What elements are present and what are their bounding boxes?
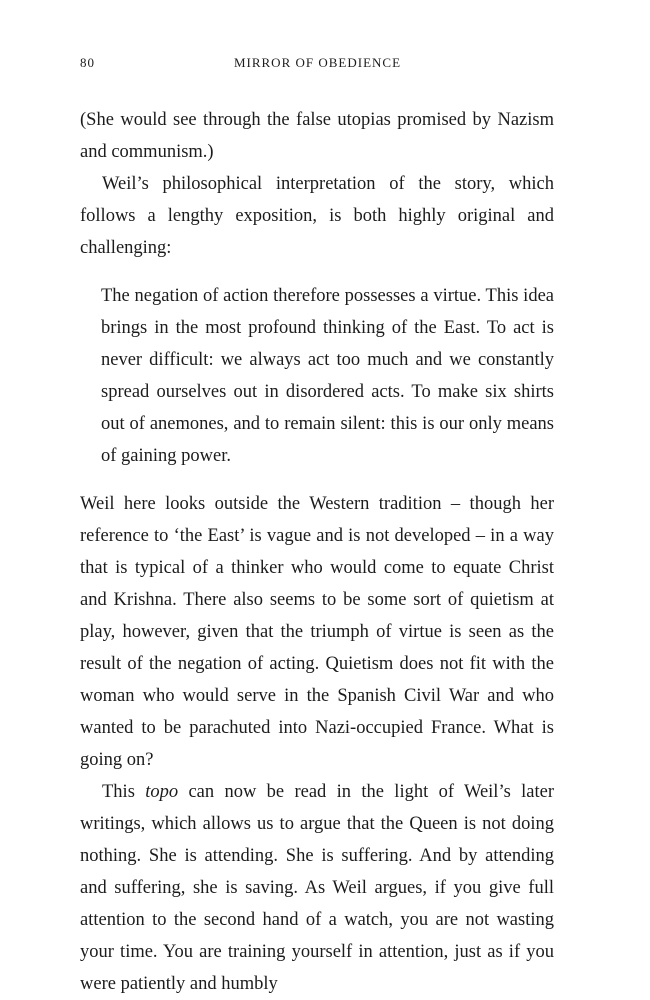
- paragraph-3: Weil here looks outside the Western tradition – though her reference to ‘the East’ is vague and is not developed – in a way that is typical of a thinker who would come to equate Christ and Krishna. There also seems to be some sort of quietism at play, however, given that the triumph of virtue is seen as the result of the negation of acting. Quietism does not fit with the woman who would serve in the Spanish Civil War and who wanted to be parachuted into Nazi-occupied France. What is going on?: [80, 494, 554, 770]
- body-text: [80, 104, 554, 1000]
- paragraph-4-rest: can now be read in the light of Weil’s later writings, which allows us to argue that the Queen is not doing nothing. She is attending. She is suffering. And by attending and suffering, she is saving. As Weil argues, if you give full attention to the second hand of a watch, you are not wasting your time. You are training yourself in attention, just as if you were patiently and humbly: [80, 782, 554, 994]
- page-number: 80: [80, 55, 95, 70]
- paragraph-4-italic-term: topo: [145, 782, 179, 802]
- page-header: [80, 55, 554, 75]
- running-head: MIRROR OF OBEDIENCE: [233, 55, 402, 70]
- paragraph-4-start: This: [102, 782, 146, 802]
- paragraph-2: Weil’s philosophical interpretation of the story, which follows a lengthy exposition, is both highly original and challenging:: [80, 174, 554, 258]
- paragraph-1: (She would see through the false utopias promised by Nazism and communism.): [80, 110, 554, 162]
- book-page: [80, 0, 554, 997]
- block-quote: The negation of action therefore possesses a virtue. This idea brings in the most profound thinking of the East. To act is never difficult: we always act too much and we constantly spread ourselves out in disordered acts. To make six shirts out of anemones, and to remain silent: this is our only means of gaining power.: [101, 286, 554, 466]
- paragraph-4: [80, 776, 554, 1000]
